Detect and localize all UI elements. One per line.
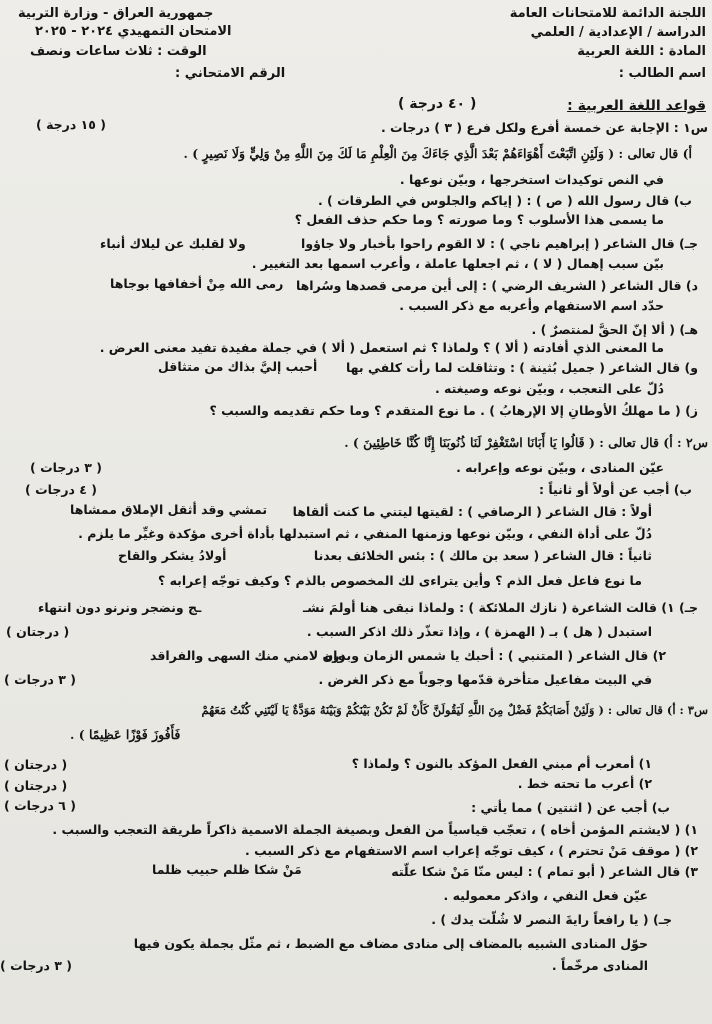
q3-c-line2: حوّل المنادى الشبيه بالمضاف إلى منادى مضاف مع الضبط ، ثم مثّل بجملة يكون فيها [133, 936, 648, 951]
q3-b-item1: ١) ( لايشتم المؤمن أخاه ) ، تعجّب قياسياً من الفعل وبصيغة الجملة الاسمية ذاكراً طريقة التعجب والسبب . [52, 822, 698, 837]
q2-b-head: ب) أجب عن أولاً أو ثانياً : [539, 482, 692, 497]
q3-a-item1-marks: ( درجتان ) [4, 757, 68, 772]
section-marks: ( ٤٠ درجة ) [398, 96, 477, 112]
q1-c-line2: بيّن سبب إهمال ( لا ) ، ثم اجعلها عاملة ، وأعرب اسمها بعد التغيير . [251, 256, 664, 271]
q2-c1-line1: جـ) ١) قالت الشاعرة ( نازك الملائكة ) : ولماذا نبقى هنا أولمَ نشـ [302, 600, 698, 615]
q2-a-marks: ( ٣ درجات ) [30, 460, 103, 475]
q1-label: س١ : الإجابة عن خمسة أفرع ولكل فرع ( ٣ ) درجات . [380, 120, 708, 135]
header-ministry: جمهورية العراق - وزارة التربية [18, 6, 214, 21]
header-committee: اللجنة الدائمة للامتحانات العامة [509, 6, 706, 21]
q3-a-item2-marks: ( درجتان ) [4, 778, 68, 793]
q3-b-marks: ( ٦ درجات ) [4, 798, 77, 813]
q1-b-line1: ب) قال رسول الله ( ص ) : ( إياكم والجلوس في الطرقات ) . [317, 193, 692, 208]
q2-b2-line2: ما نوع فاعل فعل الذم ؟ وأين يتراءى لك المخصوص بالذم ؟ وكيف توجّه إعرابه ؟ [157, 573, 642, 588]
q2-c2-line2: في البيت مفاعيل متأخرة قدّمها وجوباً مع ذكر الغرض . [318, 672, 652, 687]
q1-c-line1: جـ) قال الشاعر ( إبراهيم ناجي ) : لا القوم راحوا بأخبار ولا جاؤوا [301, 236, 698, 251]
header-subject: المادة : اللغة العربية [577, 44, 706, 59]
header-exam-year: الامتحان التمهيدي ٢٠٢٤ - ٢٠٢٥ [35, 24, 232, 39]
header-student-name: اسم الطالب : [618, 66, 706, 81]
q1-f-line1: و) قال الشاعر ( جميل بُثينة ) : وتثاقلت لما رأت كلفي بها [345, 360, 698, 375]
q1-c-verse: ولا لقلبك عن ليلاك أنباء [100, 236, 246, 251]
q1-f-verse: أحبب إليَّ بذاك من متثاقل [158, 359, 318, 374]
q1-a-question: في النص توكيدات استخرجها ، وبيّن نوعها . [399, 172, 664, 187]
q3-a-item2: ٢) أعرب ما تحته خط . [517, 776, 652, 791]
q2-c1-verse: ـج ونضجر ونرنو دون انتهاء [38, 600, 202, 615]
q2-b1-line1: أولاً : قال الشاعر ( الرصافي ) : لقيتها ليتني ما كنت ألقاها [292, 504, 652, 519]
exam-number-label: الرقم الامتحاني : [175, 66, 286, 81]
q3-a-verse: س٣ : أ) قال تعالى : ( وَلَئِنْ أَصَابَكُمْ فَضْلٌ مِنَ اللَّهِ لَيَقُولَنَّ كَأَنْ لَمْ تَكُنْ بَيْنَكُمْ وَبَيْنَهُ مَوَدَّةٌ يَا لَيْتَنِي كُنْتُ مَعَهُمْ [201, 703, 708, 717]
q3-c-line1: جـ) ( يا رافعاً رايةَ النصر لا شُلّت يدك ) . [431, 912, 672, 927]
q2-a-question: عيّن المنادى ، وبيّن نوعه وإعرابه . [456, 460, 664, 475]
q3-b-item3: ٣) قال الشاعر ( أبو تمام ) : ليس منّا مَنْ شكا علّته [391, 864, 698, 879]
q1-e-line2: ما المعنى الذي أفادته ( ألا ) ؟ ولماذا ؟ ثم استعمل ( ألا ) في جملة مفيدة تفيد معنى العرض . [99, 340, 664, 355]
q3-c-line3: المنادى مرخّماً . [551, 958, 648, 973]
q2-b2-verse: أولادُ يشكر والقاح [118, 548, 227, 563]
q1-f-line2: دُلّ على التعجب ، وبيّن نوعه وصيغته . [434, 381, 664, 396]
q2-b2-line1: ثانياً : قال الشاعر ( سعد بن مالك ) : بئس الخلائف بعدنا [313, 548, 652, 563]
q1-b-line2: ما يسمى هذا الأسلوب ؟ وما صورته ؟ وما حكم حذف الفعل ؟ [294, 212, 664, 227]
q3-b-item3-line2: عيّن فعل النفي ، واذكر معموليه . [443, 888, 648, 903]
q1-d-line2: حدّد اسم الاستفهام وأعربه مع ذكر السبب . [399, 298, 664, 313]
q2-a-verse: س٢ : أ) قال تعالى : ( قَالُوا يَا أَبَانَا اسْتَغْفِرْ لَنَا ذُنُوبَنَا إِنَّا كُنَّا خَاطِئِينَ ) . [344, 435, 708, 450]
q2-b1-verse: تمشي وقد أثقل الإملاق ممشاها [70, 502, 268, 517]
q2-c2-marks: ( ٣ درجات ) [4, 672, 77, 687]
q3-c-marks: ( ٣ درجات ) [0, 958, 73, 973]
header-time: الوقت : ثلاث ساعات ونصف [30, 44, 207, 59]
q3-b-item2: ٢) ( موقف مَنْ تحترم ) ، كيف توجّه إعراب اسم الاستفهام مع ذكر السبب . [245, 843, 698, 858]
q1-marks: ( ١٥ درجة ) [36, 117, 106, 132]
q1-d-verse: رمى الله مِنْ أخفافها بوجاها [110, 276, 284, 291]
q2-c1-line2: استبدل ( هل ) بـ ( الهمزة ) ، وإذا تعذّر ذلك اذكر السبب . [306, 624, 652, 639]
section-title: قواعد اللغة العربية : [567, 98, 706, 114]
q1-g-line1: ز) ( ما مهلكُ الأوطانِ إلا الإرهابُ ) . ما نوع المتقدم ؟ وما حكم تقديمه والسبب ؟ [209, 403, 698, 418]
q3-a-item1: ١) أمعرب أم مبني الفعل المؤكد بالنون ؟ ولماذا ؟ [351, 756, 652, 771]
q3-a-verse-end: فَأَفُوزَ فَوْزًا عَظِيمًا ) . [70, 727, 181, 742]
q2-b1-line2: دُلّ على أداة النفي ، وبيّن نوعها وزمنها المنفي ، ثم استبدلها بأداة أخرى مؤكدة وغيِّر ما يلزم . [78, 526, 652, 541]
q2-b-marks: ( ٤ درجات ) [25, 482, 98, 497]
q2-c1-marks: ( درجتان ) [6, 624, 70, 639]
header-study: الدراسة / الإعدادية / العلمي [530, 25, 706, 40]
q1-a-verse: أ) قال تعالى : ( وَلَئِنِ اتَّبَعْتَ أَهْوَاءَهُمْ بَعْدَ الَّذِي جَاءَكَ مِنَ الْعِلْمِ مَا لَكَ مِنَ اللَّهِ مِنْ وَلِيٍّ وَلَا نَصِيرٍ ) . [183, 146, 692, 161]
q3-b-item3-verse: مَنْ شكا ظلم حبيب ظلما [152, 862, 302, 877]
q1-d-line1: د) قال الشاعر ( الشريف الرضي ) : إلى أين مرمى قصدها وسُراها [295, 278, 698, 293]
q2-c2-verse: وإن لامني منك السهى والفراقد [150, 648, 346, 663]
q2-c2-line1: ٢) قال الشاعر ( المتنبي ) : أحبك يا شمس الزمان وبدره [324, 648, 666, 663]
q3-b-head: ب) أجب عن ( اثنتين ) مما يأتي : [471, 800, 670, 815]
q1-e-line1: هـ) ( ألا إنّ الحقَّ لمنتصرٌ ) . [531, 322, 698, 337]
